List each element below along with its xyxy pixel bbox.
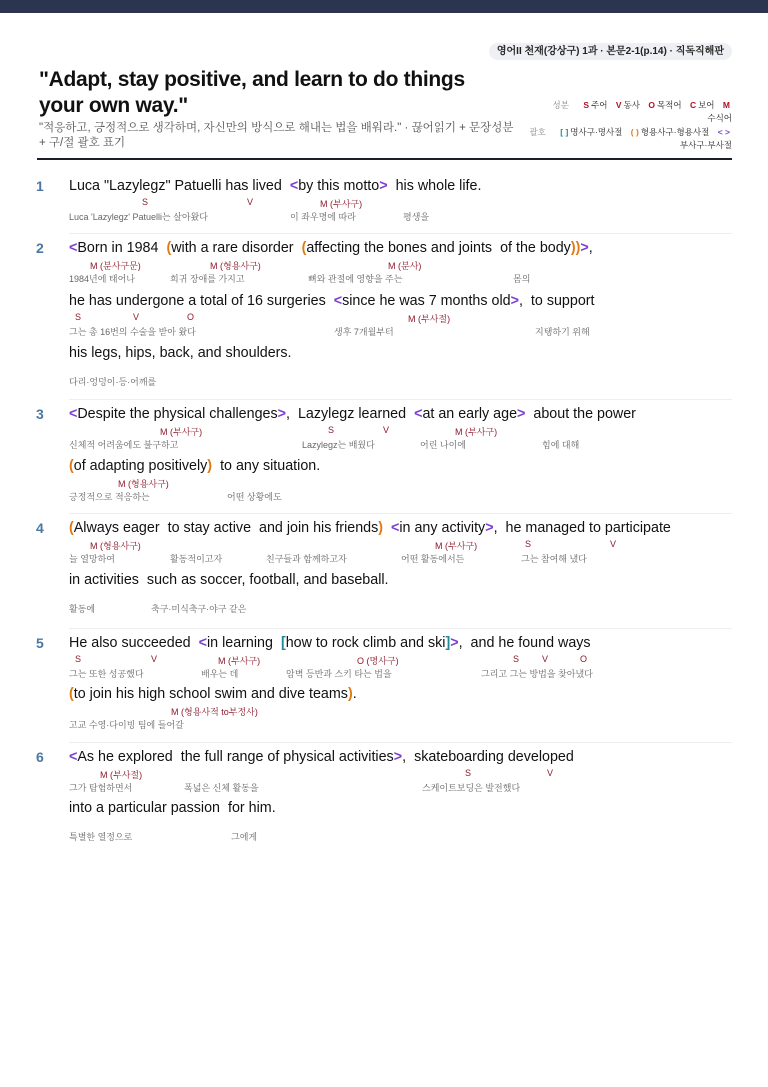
- component-label: S: [142, 197, 149, 207]
- korean-gloss: 1984년에 태어나: [69, 274, 135, 284]
- legend-brackets-label: 괄호: [529, 127, 546, 137]
- legend-components-label: 성분: [552, 100, 569, 110]
- korean-gloss: 그는 참여해 냈다: [521, 554, 587, 564]
- legend-key-m: M: [722, 100, 730, 110]
- sentence-divider: [69, 742, 732, 743]
- sentence-number: 6: [36, 749, 44, 765]
- angle-bracket: >: [510, 293, 519, 309]
- phrase-chunk: of the body: [500, 240, 571, 256]
- english-line: [69, 686, 357, 702]
- korean-gloss: 폭넓은 신체 활동을: [184, 783, 259, 793]
- round-bracket: (: [166, 240, 172, 256]
- korean-gloss: 늘 열망하여: [69, 554, 115, 564]
- top-bar: [0, 0, 768, 13]
- phrase-chunk: he managed to participate: [505, 520, 671, 536]
- legend-text-s: 주어: [591, 100, 608, 110]
- phrase-chunk: into a particular passion: [69, 800, 220, 816]
- component-label: O: [580, 654, 588, 664]
- english-line: [69, 572, 389, 588]
- legend-text-adv: 부사구·부사절: [679, 140, 732, 150]
- legend-text-o: 목적어: [656, 100, 682, 110]
- round-bracket: )): [570, 240, 581, 256]
- english-line: [69, 520, 671, 536]
- korean-gloss: 그가 탐험하면서: [69, 783, 133, 793]
- korean-gloss: 신체적 어려움에도 불구하고: [69, 440, 179, 450]
- source-badge: 영어II 천재(강상구) 1과 · 본문2-1(p.14) · 직독직해판: [489, 43, 732, 60]
- round-bracket: ): [347, 686, 353, 702]
- component-label: V: [247, 197, 254, 207]
- round-bracket: ): [378, 520, 384, 536]
- legend-text-m: 수식어: [707, 113, 732, 123]
- korean-gloss: 긍정적으로 적응하는: [69, 492, 150, 502]
- sentence-number: 3: [36, 406, 44, 422]
- component-label: S: [513, 654, 520, 664]
- legend-key-adv: < >: [717, 127, 730, 137]
- component-label: V: [547, 768, 554, 778]
- phrase-chunk: skateboarding developed: [414, 749, 574, 765]
- phrase-chunk: with a rare disorder: [171, 240, 294, 256]
- korean-gloss: 뼈와 관절에 영향을 주는: [308, 274, 403, 284]
- component-label: V: [383, 425, 390, 435]
- english-line: [69, 240, 593, 256]
- korean-gloss: 그는 총 16번의 수술을 받아 왔다: [69, 327, 196, 337]
- phrase-chunk: in learning: [206, 635, 273, 651]
- english-line: [69, 635, 591, 651]
- sentence-number: 2: [36, 240, 44, 256]
- page-title: "Adapt, stay positive, and learn to do things your own way.": [39, 68, 465, 117]
- angle-bracket: <: [198, 635, 207, 651]
- sentence-number: 4: [36, 520, 44, 536]
- legend-brackets-cont: [680, 139, 732, 151]
- legend-key-noun: [ ]: [560, 127, 569, 137]
- phrase-chunk: at an early age: [422, 406, 518, 422]
- korean-gloss: 배우는 데: [201, 669, 239, 679]
- angle-bracket: >: [450, 635, 459, 651]
- phrase-chunk: and join his friends: [259, 520, 379, 536]
- header-divider: [37, 158, 732, 160]
- phrase-chunk: about the power: [533, 406, 636, 422]
- angle-bracket: <: [333, 293, 343, 309]
- phrase-chunk: Lazylegz learned: [297, 406, 407, 422]
- phrase-chunk: and he found ways: [470, 635, 591, 651]
- component-label: M (형용사적 to부정사): [171, 707, 258, 717]
- legend-brackets: [529, 126, 732, 138]
- korean-gloss: 힘에 대해: [542, 440, 580, 450]
- korean-gloss: 희귀 장애를 가지고: [170, 274, 245, 284]
- round-bracket: (: [69, 458, 74, 474]
- korean-gloss: 그에게: [231, 832, 258, 842]
- square-bracket: [: [280, 635, 286, 651]
- phrase-chunk: Born in 1984: [77, 240, 159, 256]
- phrase-chunk: ,: [286, 406, 290, 422]
- legend-key-c: C: [689, 100, 697, 110]
- phrase-chunk: of adapting positively: [73, 458, 208, 474]
- legend-text-c: 보어: [698, 100, 715, 110]
- korean-gloss: 그는 또한 성공했다: [69, 669, 144, 679]
- korean-gloss: 친구들과 함께하고자: [266, 554, 347, 564]
- component-label: O: [187, 312, 195, 322]
- phrase-chunk: his legs, hips, back, and shoulders.: [69, 345, 292, 361]
- component-label: S: [465, 768, 472, 778]
- phrase-chunk: to stay active: [167, 520, 252, 536]
- phrase-chunk: in any activity: [399, 520, 486, 536]
- component-label: M (분사): [388, 261, 422, 271]
- component-label: M (부사구): [218, 656, 261, 666]
- legend-text-adj: 형용사구·형용사절: [640, 127, 710, 137]
- korean-gloss: 어린 나이에: [420, 440, 466, 450]
- phrase-chunk: in activities: [69, 572, 139, 588]
- phrase-chunk: ,: [518, 293, 523, 309]
- phrase-chunk: Luca "Lazylegz" Patuelli has lived: [69, 178, 282, 194]
- angle-bracket: >: [485, 520, 494, 536]
- component-label: S: [525, 539, 532, 549]
- angle-bracket: <: [69, 406, 78, 422]
- english-line: [69, 749, 574, 765]
- phrase-chunk: He also succeeded: [69, 635, 191, 651]
- phrase-chunk: to join his high school swim and dive teams: [73, 686, 348, 702]
- phrase-chunk: affecting the bones and joints: [306, 240, 493, 256]
- phrase-chunk: he has undergone a total of 16 surgeries: [69, 293, 326, 309]
- sentence-divider: [69, 628, 732, 629]
- round-bracket: (: [69, 686, 74, 702]
- sentence-divider: [69, 233, 732, 234]
- legend-components: [553, 99, 732, 111]
- korean-gloss: Lazylegz는 배웠다: [302, 440, 375, 450]
- phrase-chunk: ,: [493, 520, 498, 536]
- page-subtitle: "적응하고, 긍정적으로 생각하며, 자신만의 방식으로 해내는 법을 배워라." · 끊어읽기 + 문장성분 + 구/절 괄호 표기: [39, 122, 514, 149]
- phrase-chunk: the full range of physical activities: [180, 749, 394, 765]
- korean-gloss: 활동적이고자: [170, 554, 223, 564]
- component-label: V: [133, 312, 140, 322]
- korean-gloss: 암벽 등반과 스키 타는 법을: [286, 669, 392, 679]
- sentence-number: 1: [36, 178, 44, 194]
- angle-bracket: <: [69, 749, 78, 765]
- korean-gloss: 고교 수영·다이빙 팀에 들어갈: [69, 720, 184, 730]
- korean-gloss: 어떤 상황에도: [227, 492, 282, 502]
- phrase-chunk: for him.: [228, 800, 276, 816]
- phrase-chunk: his whole life.: [395, 178, 482, 194]
- phrase-chunk: to any situation.: [220, 458, 321, 474]
- angle-bracket: >: [277, 406, 286, 422]
- angle-bracket: >: [379, 178, 388, 194]
- component-label: S: [328, 425, 335, 435]
- angle-bracket: >: [580, 240, 589, 256]
- phrase-chunk: Despite the physical challenges: [77, 406, 278, 422]
- component-label: S: [75, 654, 82, 664]
- legend-text-v: 동사: [623, 100, 640, 110]
- phrase-chunk: As he explored: [77, 749, 173, 765]
- legend-components-cont: [707, 112, 732, 124]
- korean-gloss: 평생을: [403, 212, 430, 222]
- korean-gloss: 이 좌우명에 따라: [290, 212, 356, 222]
- english-line: [69, 800, 276, 816]
- korean-gloss: 스케이트보딩은 발전했다: [422, 783, 521, 793]
- english-line: [69, 406, 636, 422]
- round-bracket: (: [301, 240, 307, 256]
- component-label: M (부사구): [435, 541, 478, 551]
- round-bracket: ): [207, 458, 213, 474]
- korean-gloss: 그리고 그는 방법을 찾아냈다: [481, 669, 593, 679]
- component-label: V: [151, 654, 158, 664]
- korean-gloss: Luca 'Lazylegz' Patuelli는 살아왔다: [69, 212, 208, 222]
- angle-bracket: >: [517, 406, 526, 422]
- korean-gloss: 활동에: [69, 604, 96, 614]
- legend-key-s: S: [583, 100, 590, 110]
- component-label: M (형용사구): [90, 541, 141, 551]
- phrase-chunk: such as soccer, football, and baseball.: [146, 572, 389, 588]
- phrase-chunk: how to rock climb and ski: [285, 635, 446, 651]
- korean-gloss: 몸의: [513, 274, 531, 284]
- component-label: M (부사구): [320, 199, 363, 209]
- english-line: [69, 345, 292, 361]
- component-label: M (형용사구): [210, 261, 261, 271]
- korean-gloss: 축구·미식축구·야구 같은: [151, 604, 247, 614]
- korean-gloss: 생후 7개월부터: [334, 327, 394, 337]
- phrase-chunk: Always eager: [73, 520, 160, 536]
- korean-gloss: 특별한 열정으로: [69, 832, 133, 842]
- english-line: [69, 458, 320, 474]
- component-label: V: [542, 654, 549, 664]
- phrase-chunk: by this motto: [298, 178, 380, 194]
- legend-key-o: O: [648, 100, 655, 110]
- angle-bracket: <: [69, 240, 78, 256]
- phrase-chunk: since he was 7 months old: [342, 293, 511, 309]
- component-label: M (분사구문): [90, 261, 141, 271]
- component-label: M (부사구): [455, 427, 498, 437]
- component-label: M (부사구): [160, 427, 203, 437]
- component-label: V: [610, 539, 617, 549]
- korean-gloss: 다리·엉덩이·등·어깨를: [69, 377, 157, 387]
- phrase-chunk: .: [352, 686, 357, 702]
- legend-key-adj: ( ): [630, 127, 639, 137]
- sentence-number: 5: [36, 635, 44, 651]
- english-line: [69, 293, 595, 309]
- sentence-divider: [69, 399, 732, 400]
- sentence-divider: [69, 513, 732, 514]
- angle-bracket: >: [393, 749, 403, 765]
- legend-key-v: V: [615, 100, 622, 110]
- phrase-chunk: ,: [458, 635, 463, 651]
- angle-bracket: <: [391, 520, 400, 536]
- angle-bracket: <: [414, 406, 423, 422]
- component-label: M (부사절): [100, 770, 143, 780]
- phrase-chunk: to support: [530, 293, 595, 309]
- angle-bracket: <: [289, 178, 299, 194]
- korean-gloss: 지탱하기 위해: [535, 327, 590, 337]
- phrase-chunk: ,: [588, 240, 593, 256]
- component-label: O (명사구): [357, 656, 399, 666]
- korean-gloss: 어떤 활동에서든: [401, 554, 465, 564]
- phrase-chunk: ,: [402, 749, 407, 765]
- square-bracket: ]: [445, 635, 451, 651]
- component-label: M (부사절): [408, 314, 451, 324]
- component-label: M (형용사구): [118, 479, 169, 489]
- legend-text-noun: 명사구·명사절: [570, 127, 623, 137]
- component-label: S: [75, 312, 82, 322]
- english-line: [69, 178, 481, 194]
- round-bracket: (: [69, 520, 74, 536]
